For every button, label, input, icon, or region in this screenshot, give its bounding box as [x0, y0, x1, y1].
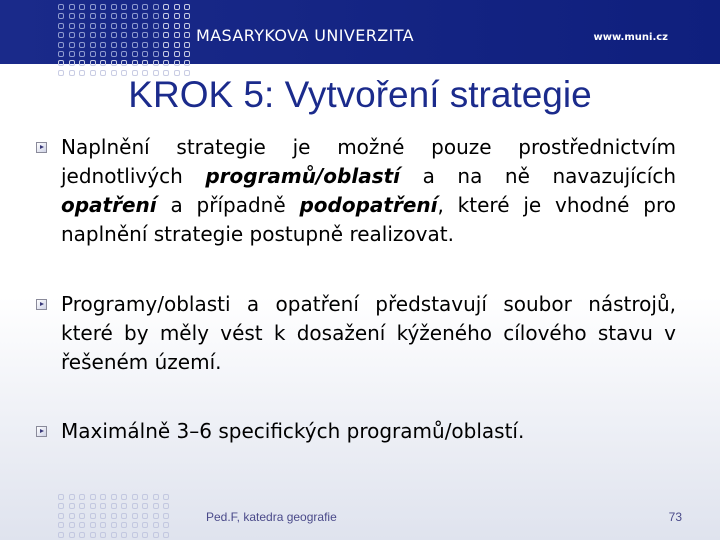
dot-mark	[69, 23, 75, 29]
dot-mark	[163, 13, 169, 19]
dot-mark	[90, 23, 96, 29]
dot-mark	[163, 42, 169, 48]
dot-mark	[90, 494, 96, 500]
dot-mark	[90, 42, 96, 48]
dot-mark	[58, 23, 64, 29]
bullet-marker-icon	[36, 142, 47, 153]
dot-mark	[90, 60, 96, 66]
dot-mark	[111, 494, 117, 500]
dot-mark	[111, 503, 117, 509]
dot-mark	[174, 4, 180, 10]
dot-mark	[69, 494, 75, 500]
bullet-text-part: Naplnění strategie je možné pouze prostřednictvím jednotlivých	[61, 135, 676, 188]
dot-mark	[111, 60, 117, 66]
dot-mark	[174, 32, 180, 38]
dot-mark	[111, 513, 117, 519]
dot-mark	[142, 42, 148, 48]
dot-mark	[58, 494, 64, 500]
dot-mark	[163, 513, 169, 519]
dot-mark	[163, 23, 169, 29]
dot-mark	[184, 42, 190, 48]
bullet-item	[36, 133, 676, 249]
dot-mark	[132, 51, 138, 57]
bullet-item	[36, 290, 676, 377]
dot-mark	[153, 4, 159, 10]
dot-mark	[142, 4, 148, 10]
dot-mark	[69, 32, 75, 38]
dot-mark	[79, 494, 85, 500]
dot-mark	[184, 23, 190, 29]
dot-pattern-bottom	[58, 494, 178, 540]
dot-mark	[100, 494, 106, 500]
dot-mark	[121, 13, 127, 19]
dot-mark	[111, 522, 117, 528]
dot-mark	[69, 532, 75, 538]
dot-mark	[79, 32, 85, 38]
dot-mark	[121, 23, 127, 29]
dot-mark	[58, 4, 64, 10]
dot-mark	[132, 532, 138, 538]
dot-mark	[90, 522, 96, 528]
dot-mark	[100, 60, 106, 66]
dot-mark	[153, 494, 159, 500]
dot-mark	[142, 513, 148, 519]
bullet-emphasis: opatření	[61, 193, 157, 217]
dot-mark	[79, 4, 85, 10]
dot-mark	[184, 60, 190, 66]
dot-mark	[69, 4, 75, 10]
bullet-text: Maximálně 3–6 specifických programů/oblastí.	[61, 419, 525, 443]
dot-mark	[121, 51, 127, 57]
dot-mark	[132, 60, 138, 66]
dot-mark	[100, 532, 106, 538]
dot-mark	[132, 4, 138, 10]
dot-mark	[90, 532, 96, 538]
dot-mark	[132, 503, 138, 509]
dot-mark	[142, 494, 148, 500]
dot-mark	[163, 60, 169, 66]
dot-mark	[111, 13, 117, 19]
dot-mark	[153, 51, 159, 57]
dot-mark	[142, 23, 148, 29]
dot-mark	[100, 32, 106, 38]
bullet-marker-icon	[36, 426, 47, 437]
dot-mark	[69, 522, 75, 528]
dot-mark	[69, 513, 75, 519]
dot-mark	[142, 532, 148, 538]
dot-mark	[184, 13, 190, 19]
dot-mark	[163, 32, 169, 38]
dot-mark	[163, 4, 169, 10]
footer-department: Ped.F, katedra geografie	[206, 510, 337, 524]
dot-mark	[163, 522, 169, 528]
dot-mark	[132, 42, 138, 48]
dot-mark	[132, 494, 138, 500]
dot-mark	[153, 532, 159, 538]
dot-mark	[132, 513, 138, 519]
dot-mark	[121, 513, 127, 519]
dot-mark	[142, 60, 148, 66]
dot-mark	[58, 42, 64, 48]
dot-mark	[174, 13, 180, 19]
dot-mark	[90, 51, 96, 57]
dot-mark	[121, 4, 127, 10]
dot-mark	[142, 503, 148, 509]
dot-mark	[69, 60, 75, 66]
dot-mark	[121, 532, 127, 538]
dot-mark	[121, 503, 127, 509]
dot-mark	[163, 503, 169, 509]
dot-mark	[79, 51, 85, 57]
dot-mark	[58, 522, 64, 528]
dot-mark	[184, 4, 190, 10]
dot-mark	[142, 13, 148, 19]
dot-mark	[111, 51, 117, 57]
dot-mark	[121, 42, 127, 48]
dot-mark	[174, 51, 180, 57]
dot-mark	[111, 32, 117, 38]
dot-mark	[153, 42, 159, 48]
dot-mark	[58, 503, 64, 509]
dot-mark	[174, 42, 180, 48]
dot-mark	[132, 13, 138, 19]
slide-title: KROK 5: Vytvoření strategie	[128, 74, 592, 115]
bullet-emphasis: programů/oblastí	[205, 164, 401, 188]
dot-mark	[79, 513, 85, 519]
dot-mark	[153, 13, 159, 19]
bullet-text-part: a případně	[156, 193, 300, 217]
dot-mark	[121, 494, 127, 500]
dot-mark	[100, 42, 106, 48]
dot-mark	[69, 503, 75, 509]
dot-mark	[142, 51, 148, 57]
dot-mark	[79, 13, 85, 19]
dot-mark	[100, 513, 106, 519]
dot-mark	[100, 13, 106, 19]
dot-mark	[58, 513, 64, 519]
page-number: 73	[668, 510, 682, 524]
dot-mark	[163, 532, 169, 538]
dot-mark	[79, 23, 85, 29]
dot-mark	[142, 522, 148, 528]
dot-mark	[163, 494, 169, 500]
dot-mark	[153, 60, 159, 66]
dot-mark	[90, 32, 96, 38]
dot-mark	[174, 60, 180, 66]
university-url: www.muni.cz	[593, 32, 668, 43]
bullet-text	[61, 135, 676, 246]
dot-mark	[90, 4, 96, 10]
dot-mark	[121, 522, 127, 528]
dot-mark	[79, 532, 85, 538]
dot-mark	[79, 60, 85, 66]
dot-mark	[79, 503, 85, 509]
dot-mark	[90, 503, 96, 509]
dot-mark	[58, 13, 64, 19]
dot-mark	[153, 32, 159, 38]
dot-mark	[142, 32, 148, 38]
dot-pattern	[0, 0, 175, 82]
dot-mark	[132, 522, 138, 528]
dot-mark	[58, 60, 64, 66]
dot-mark	[163, 51, 169, 57]
bullet-text: Programy/oblasti a opatření představují soubor nástrojů, které by měly vést k dosažení kýženého cílového stavu v řešeném území.	[61, 292, 676, 374]
dot-mark	[58, 51, 64, 57]
bullet-text-part: a na ně navazujících	[400, 164, 676, 188]
dot-mark	[90, 13, 96, 19]
dot-mark	[121, 60, 127, 66]
dot-mark	[69, 13, 75, 19]
dot-mark	[111, 23, 117, 29]
bullet-emphasis: podopatření	[299, 193, 438, 217]
dot-mark	[111, 42, 117, 48]
bullet-marker-icon	[36, 299, 47, 310]
dot-mark	[90, 513, 96, 519]
dot-mark	[79, 42, 85, 48]
dot-mark	[58, 32, 64, 38]
dot-mark	[153, 522, 159, 528]
dot-mark	[100, 522, 106, 528]
dot-mark	[132, 32, 138, 38]
dot-mark	[100, 23, 106, 29]
bullet-text-part: , které je vhodné pro naplnění strategie postupně realizovat.	[61, 193, 676, 246]
dot-mark	[132, 23, 138, 29]
dot-mark	[153, 23, 159, 29]
dot-mark	[153, 503, 159, 509]
dot-mark	[174, 23, 180, 29]
dot-mark	[69, 51, 75, 57]
dot-mark	[111, 4, 117, 10]
dot-mark	[184, 51, 190, 57]
dot-mark	[153, 513, 159, 519]
dot-mark	[58, 532, 64, 538]
dot-mark	[121, 32, 127, 38]
dot-mark	[184, 32, 190, 38]
dot-mark	[79, 522, 85, 528]
dot-mark	[100, 503, 106, 509]
dot-mark	[100, 4, 106, 10]
dot-mark	[111, 532, 117, 538]
university-name: MASARYKOVA UNIVERZITA	[196, 26, 415, 45]
dot-mark	[100, 51, 106, 57]
dot-mark	[69, 42, 75, 48]
bullet-item	[36, 417, 676, 446]
